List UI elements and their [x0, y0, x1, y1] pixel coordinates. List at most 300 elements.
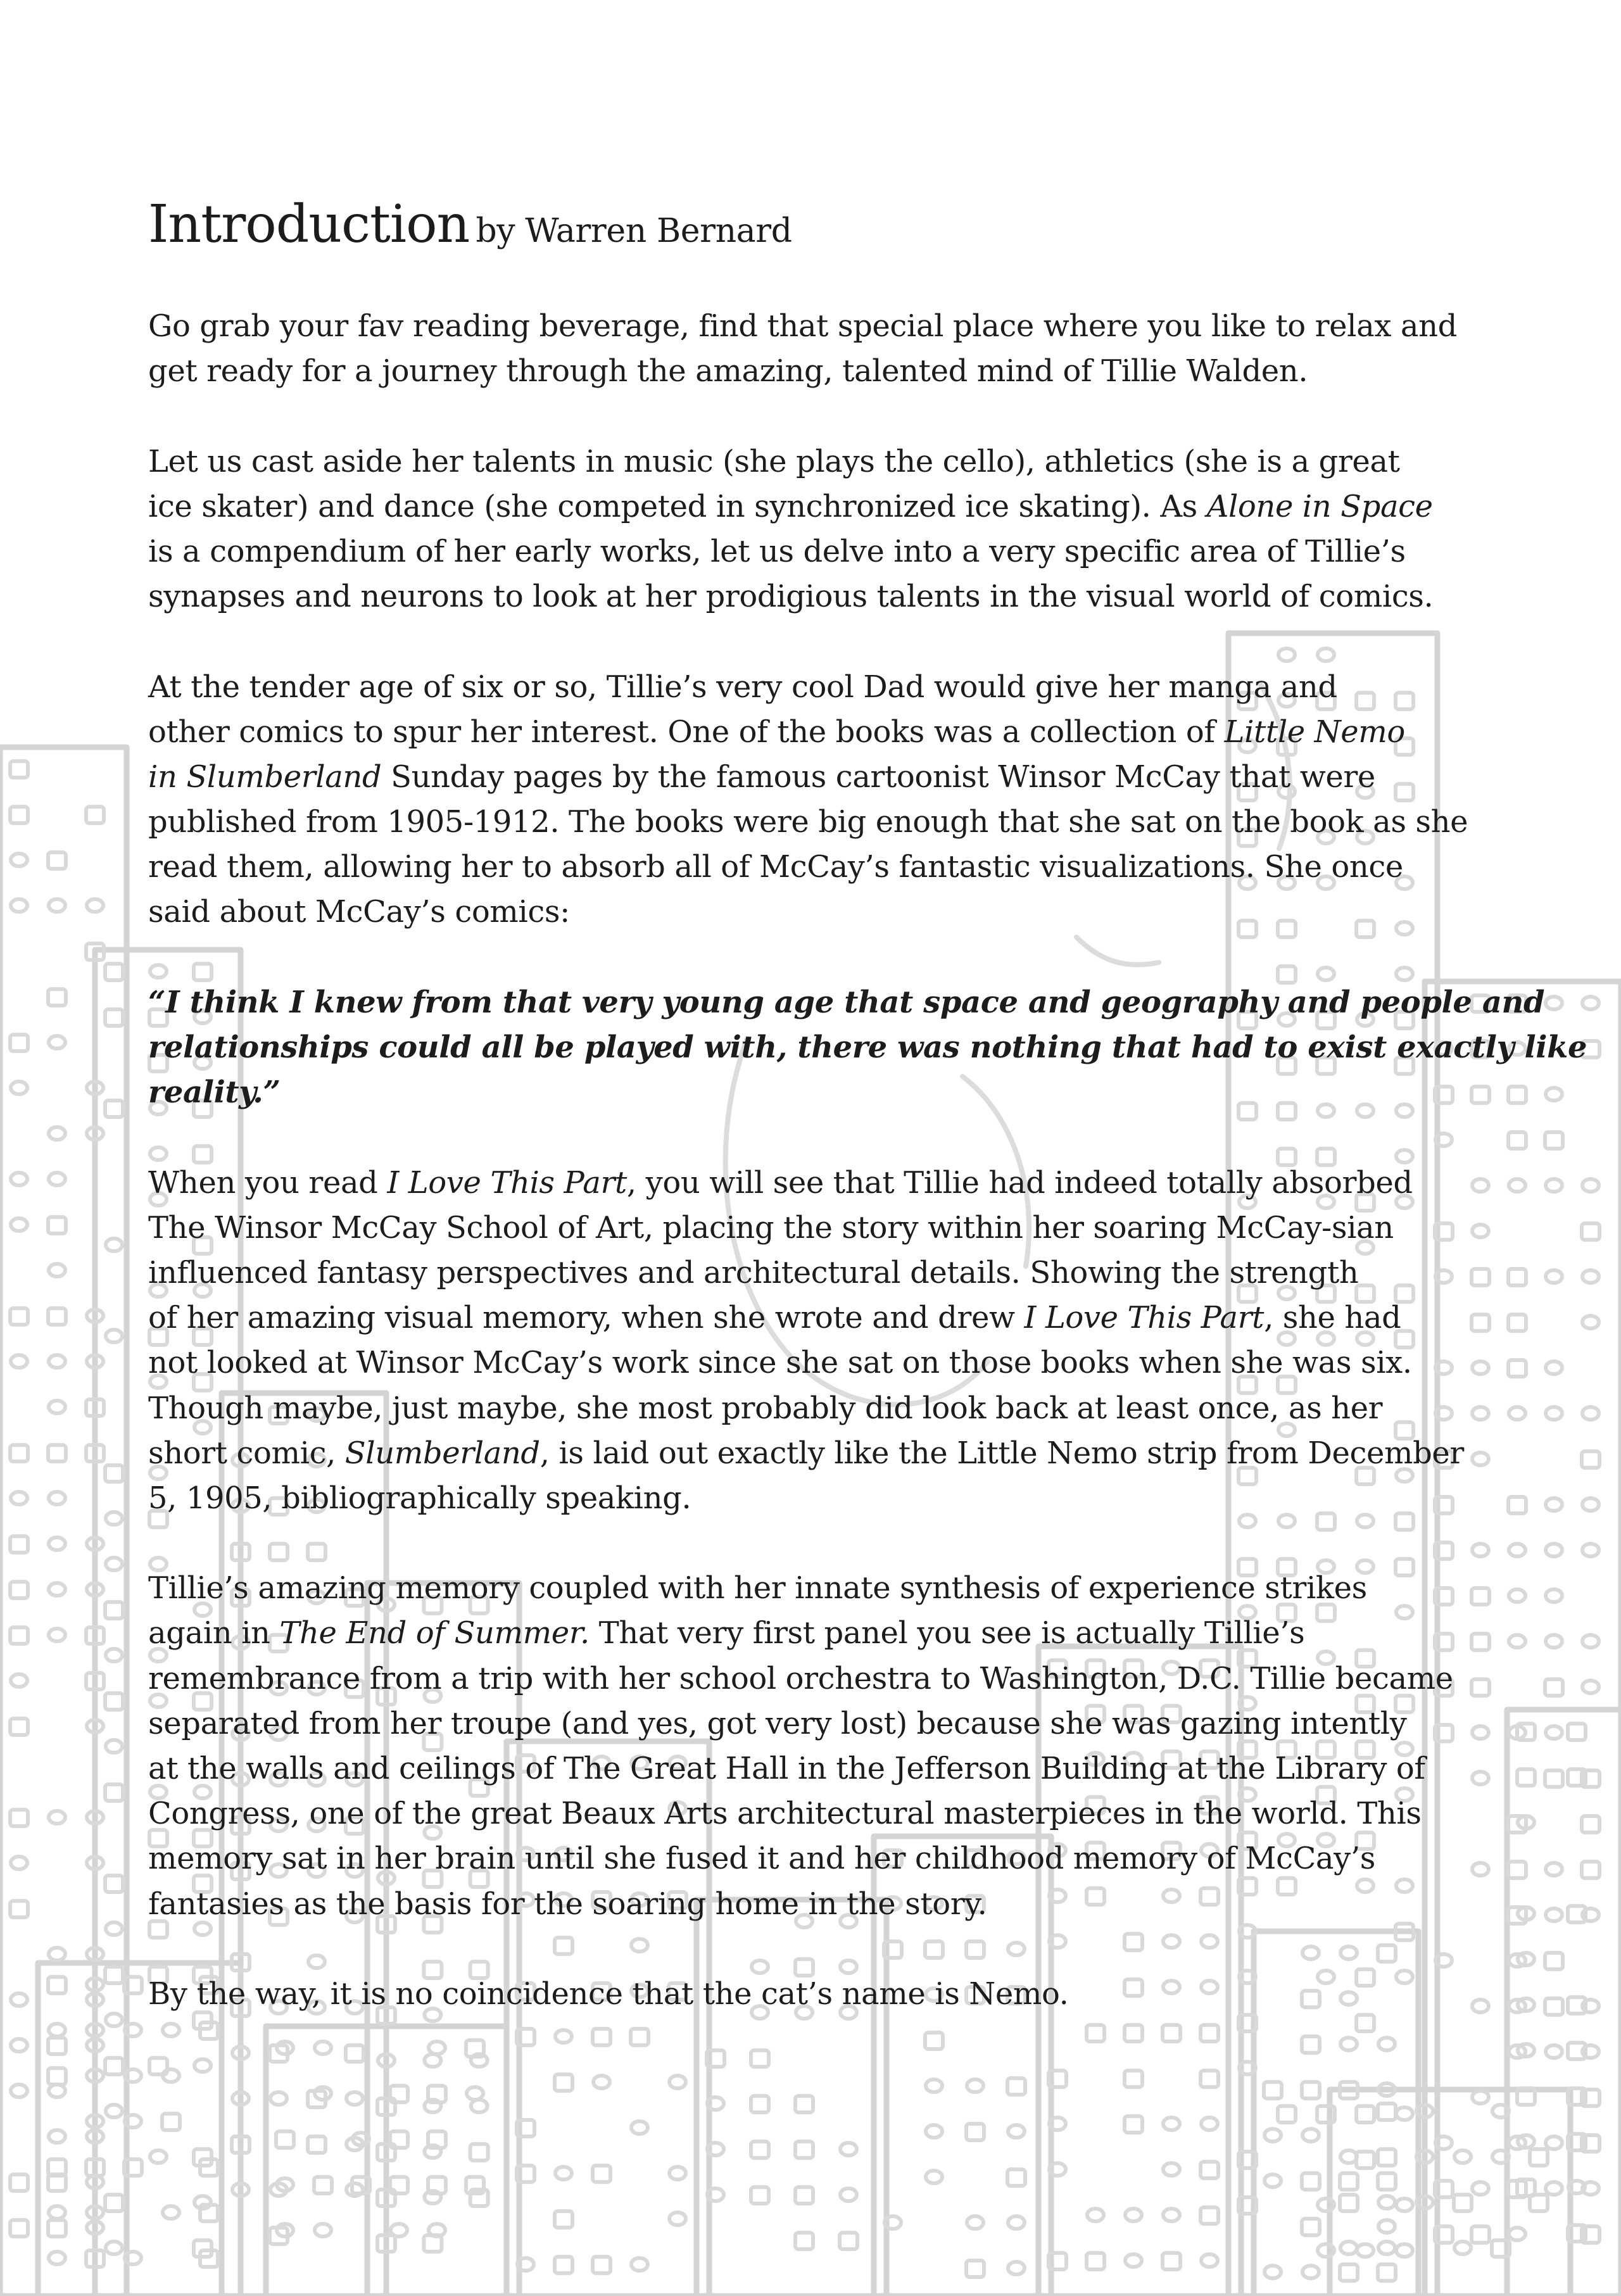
building-window	[162, 2114, 180, 2130]
text-segment: synapses and neurons to look at her prodigious talents in the visual world of comics.	[148, 579, 1434, 615]
building-window	[795, 2096, 813, 2112]
building-window	[1163, 2209, 1180, 2221]
building-window	[105, 964, 123, 980]
building-window	[10, 2220, 28, 2236]
building-window	[1472, 1225, 1489, 1237]
building-window	[1087, 2209, 1104, 2221]
building-window	[10, 1035, 28, 1051]
building-window	[1582, 1681, 1599, 1693]
building-window	[593, 2166, 610, 2182]
building-window	[105, 1009, 123, 1026]
text-segment: , you will see that Tillie had indeed totally absorbed	[626, 1164, 1413, 1201]
building-window	[1472, 1453, 1489, 1465]
building-window	[277, 2224, 293, 2236]
building-window	[10, 1445, 28, 1461]
building-window	[48, 2038, 66, 2054]
building-window	[106, 2014, 122, 2026]
italic-title: in Slumberland	[148, 759, 382, 795]
building-window	[1472, 2091, 1489, 2104]
building-window	[1396, 2107, 1413, 2120]
text-segment: not looked at Winsor McCay’s work since she sat on those books when she was six.	[148, 1345, 1412, 1381]
building-window	[555, 2074, 572, 2091]
building-window	[1508, 1315, 1526, 1331]
page-title: Introduction	[148, 194, 470, 255]
building-window	[1546, 2182, 1562, 2195]
building-window	[1582, 997, 1599, 1009]
building-window	[795, 2141, 813, 2158]
building-window	[467, 2087, 483, 2100]
building-window	[1545, 1679, 1563, 1696]
building-window	[11, 1355, 27, 1368]
building-window	[1201, 2117, 1218, 2130]
building-window	[11, 1173, 27, 1185]
building-window	[49, 1583, 65, 1596]
text-segment: 5, 1905, bibliographically speaking.	[148, 1480, 691, 1516]
building-window	[795, 2187, 813, 2204]
building-window	[1007, 2169, 1025, 2186]
text-segment: remembrance from a trip with her school orchestra to Washington, D.C. Tillie became	[148, 1660, 1453, 1696]
text-line	[148, 980, 1545, 1025]
building-window	[315, 2087, 331, 2100]
building-window	[555, 2257, 572, 2273]
text-line	[148, 1611, 1472, 1656]
italic-title: I Love This Part	[1024, 1300, 1265, 1336]
building-window	[314, 2177, 332, 2193]
building-window	[49, 1811, 65, 1824]
building-window	[10, 1308, 28, 1325]
building-window	[840, 2233, 857, 2249]
building-window	[1378, 2264, 1396, 2281]
author-byline: by Warren Bernard	[476, 212, 792, 250]
italic-title: Slumberland	[344, 1435, 540, 1471]
article-body	[148, 190, 1587, 2062]
text-line	[148, 1836, 1472, 1881]
building-window	[1509, 1544, 1525, 1556]
building-window	[967, 2216, 983, 2229]
building-window	[1265, 2174, 1281, 2187]
building-window	[105, 1602, 123, 1618]
text-segment: again in	[148, 1615, 280, 1651]
building-window	[1568, 1724, 1586, 1740]
text-line	[148, 1070, 1472, 1115]
building-window	[1582, 1451, 1599, 1468]
building-window	[1509, 1179, 1525, 1192]
building-window	[1378, 2242, 1395, 2254]
text-line	[148, 1340, 1472, 1385]
building-window	[105, 1876, 123, 1892]
building-window	[106, 2105, 122, 2117]
paragraph	[148, 439, 1472, 620]
text-segment: get ready for a journey through the amazing, talented mind of Tillie Walden.	[148, 353, 1308, 389]
building-window	[1278, 2106, 1296, 2123]
building-window	[49, 1355, 65, 1368]
text-segment: at the walls and ceilings of The Great Hall in the Jefferson Building at the Library of	[148, 1751, 1425, 1786]
text-segment: By the way, it is no coincidence that the cat’s name is Nemo.	[148, 1976, 1069, 2012]
text-line	[148, 1882, 1472, 1927]
text-segment: At the tender age of six or so, Tillie’s very cool Dad would give her manga and	[148, 669, 1337, 705]
building-window	[106, 1922, 122, 1935]
building-window	[1582, 1498, 1599, 1511]
pull-quote	[148, 980, 1587, 1116]
building-window	[1163, 2253, 1180, 2269]
building-window	[1265, 2129, 1281, 2141]
building-window	[926, 2079, 942, 2092]
building-window	[1472, 1407, 1489, 1420]
building-window	[1545, 1998, 1563, 2015]
building-window	[1546, 1544, 1562, 1556]
building-window	[840, 2143, 857, 2155]
building-window	[555, 2167, 572, 2179]
building-window	[1582, 1270, 1599, 1283]
building-window	[11, 1674, 27, 1687]
building-window	[1546, 2136, 1562, 2149]
building-window	[593, 2257, 610, 2273]
building-window	[669, 2212, 686, 2225]
building-window	[49, 1127, 65, 1140]
building-window	[10, 1536, 28, 1553]
text-line	[148, 1386, 1472, 1431]
building-window	[48, 2068, 66, 2085]
building-window	[150, 2150, 167, 2163]
building-window	[49, 2024, 65, 2036]
text-line	[148, 1025, 1587, 1070]
building-window	[1264, 2082, 1282, 2098]
building-window	[1302, 2082, 1320, 2098]
text-segment: said about McCay’s comics:	[148, 894, 570, 930]
building-window	[751, 2096, 769, 2112]
building-window	[1356, 2106, 1374, 2123]
building-window	[49, 2130, 65, 2143]
building-window	[1265, 2266, 1281, 2278]
building-window	[1378, 2173, 1396, 2190]
building-window	[966, 2261, 984, 2277]
building-window	[429, 2224, 445, 2236]
building-window	[1546, 1589, 1562, 1602]
building-window	[1472, 2226, 1489, 2243]
building-window	[1508, 1360, 1526, 1377]
building-window	[926, 2171, 942, 2183]
text-line	[148, 1206, 1472, 1251]
building-window	[86, 807, 104, 823]
building-window	[1340, 2195, 1358, 2211]
building-window	[1509, 1589, 1525, 1602]
text-segment: Sunday pages by the famous cartoonist Winsor McCay that were	[381, 759, 1375, 795]
building-window	[10, 1810, 28, 1826]
text-segment: memory sat in her brain until she fused it and her childhood memory of McCay’s	[148, 1841, 1375, 1877]
building-window	[49, 1537, 65, 1550]
text-segment: The Winsor McCay School of Art, placing the story within her soaring McCay-sian	[148, 1209, 1394, 1246]
building-window	[270, 2092, 287, 2105]
building-window	[1546, 1863, 1562, 1876]
building-window	[11, 1492, 27, 1504]
building-window	[346, 2092, 363, 2105]
building-window	[11, 1082, 27, 1094]
building-window	[1472, 1315, 1489, 1331]
text-line	[148, 1161, 1472, 1206]
building-window	[840, 2188, 857, 2201]
building-window	[49, 1264, 65, 1277]
text-segment: fantasies as the basis for the soaring home in the story.	[148, 1886, 987, 1922]
building-window	[1340, 2264, 1358, 2281]
building-window	[1508, 1132, 1526, 1149]
building-window	[1396, 2244, 1413, 2257]
building-window	[1454, 2150, 1471, 2163]
building-window	[1472, 1361, 1489, 1374]
building-window	[1008, 2262, 1025, 2274]
building-window	[1125, 2254, 1142, 2267]
building-window	[1201, 2071, 1218, 2087]
text-line	[148, 1476, 1472, 1521]
building-window	[751, 2187, 769, 2204]
building-window	[10, 807, 28, 823]
text-line	[148, 1431, 1472, 1476]
building-window	[1472, 1179, 1489, 1192]
building-window	[105, 1784, 123, 1801]
building-window	[105, 1465, 123, 1482]
building-window	[1356, 2152, 1374, 2168]
building-window	[1454, 2195, 1472, 2211]
building-window	[1087, 2253, 1104, 2269]
building-window	[1008, 2125, 1025, 2138]
text-segment: , is laid out exactly like the Little Nemo strip from December	[539, 1435, 1464, 1471]
building-window	[1302, 2129, 1319, 2141]
building-window	[1472, 1863, 1489, 1876]
paragraph	[148, 1972, 1472, 2017]
building-window	[1340, 2242, 1357, 2254]
building-window	[1472, 1588, 1489, 1605]
building-window	[1201, 2254, 1218, 2267]
building-window	[1007, 2078, 1025, 2095]
italic-title: Little Nemo	[1224, 714, 1405, 750]
building-window	[48, 2220, 66, 2236]
building-window	[631, 2121, 648, 2134]
building-window	[1163, 2163, 1180, 2176]
building-window	[105, 2195, 123, 2211]
text-segment: That very first panel you see is actually Tillie’s	[589, 1615, 1305, 1651]
building-window	[1546, 2045, 1562, 2058]
building-window	[49, 1492, 65, 1504]
building-window	[11, 1857, 27, 1869]
building-window	[1008, 2216, 1025, 2229]
building-window	[106, 1512, 122, 1525]
building-window	[105, 1101, 123, 1117]
building-window	[1546, 1498, 1562, 1511]
text-line	[148, 349, 1472, 394]
building-window	[105, 2058, 123, 2074]
building-window	[49, 1173, 65, 1185]
building-window	[1201, 2207, 1218, 2224]
building-window	[795, 2233, 813, 2249]
building-window	[1302, 2266, 1319, 2278]
building-window	[593, 2076, 610, 2088]
building-window	[48, 852, 66, 869]
text-line	[148, 1656, 1472, 1701]
text-line	[148, 1701, 1472, 1746]
building-window	[1509, 1407, 1525, 1420]
text-segment: Congress, one of the great Beaux Arts architectural masterpieces in the world. This	[148, 1796, 1422, 1832]
building-window	[1472, 2182, 1489, 2195]
building-window	[669, 2076, 686, 2088]
paragraph-list	[148, 304, 1587, 2017]
text-segment: , she had	[1264, 1300, 1401, 1336]
building-window	[163, 2206, 179, 2219]
building-window	[1508, 1497, 1526, 1513]
italic-title: Alone in Space	[1206, 488, 1433, 524]
building-window	[1546, 997, 1562, 1009]
building-window	[1472, 1087, 1489, 1103]
building-window	[10, 1627, 28, 1644]
building-window	[1472, 1544, 1489, 1556]
building-window	[48, 989, 66, 1006]
text-segment: ice skater) and dance (she competed in synchronized ice skating). As	[148, 488, 1207, 524]
building-window	[1472, 1679, 1489, 1696]
text-segment: influenced fantasy perspectives and architectural details. Showing the strength	[148, 1254, 1359, 1290]
page-heading	[148, 190, 1472, 260]
text-line	[148, 1746, 1472, 1791]
building-window	[1546, 1179, 1562, 1192]
text-line	[148, 304, 1472, 349]
building-window	[48, 1977, 66, 1993]
building-window	[1546, 1908, 1562, 1921]
building-window	[555, 2211, 572, 2228]
building-window	[391, 2224, 407, 2236]
building-window	[1454, 2242, 1471, 2254]
building-window	[1508, 1269, 1526, 1285]
text-line	[148, 484, 1472, 529]
paragraph	[148, 1161, 1472, 1522]
building-window	[1582, 1407, 1599, 1420]
text-line	[148, 529, 1472, 574]
building-window	[105, 1693, 123, 1710]
paragraph	[148, 665, 1472, 935]
italic-title: I Love This Part	[387, 1164, 627, 1201]
building-window	[1582, 1223, 1599, 1240]
building-window	[1472, 1726, 1489, 1739]
building-window	[1357, 2244, 1373, 2257]
building-window	[49, 1401, 65, 1413]
building-window	[1546, 1270, 1562, 1283]
text-segment: short comic,	[148, 1435, 345, 1471]
text-segment: Let us cast aside her talents in music (she plays the cello), athletics (she is a great	[148, 443, 1400, 479]
building-window	[11, 899, 27, 912]
building-window	[1517, 1769, 1535, 1786]
text-segment: Though maybe, just maybe, she most probably did look back at least once, as her	[148, 1390, 1383, 1426]
building-window	[751, 2141, 769, 2158]
building-window	[48, 1217, 66, 1233]
building-window	[106, 1558, 122, 1570]
building-window	[11, 1993, 27, 2006]
building-window	[106, 1649, 122, 1662]
building-window	[1545, 1953, 1563, 1969]
text-line	[148, 439, 1472, 484]
text-line	[148, 1566, 1472, 1611]
text-segment: read them, allowing her to absorb all of McCay’s fantastic visualizations. She once	[148, 849, 1403, 885]
building-window	[49, 899, 65, 912]
building-window	[1546, 1088, 1562, 1101]
building-window	[87, 899, 103, 912]
building-window	[1125, 2116, 1142, 2133]
building-window	[1378, 2149, 1396, 2166]
building-window	[49, 2206, 65, 2219]
text-segment: reality.”	[148, 1075, 281, 1111]
building-window	[11, 2039, 27, 2052]
building-window	[1582, 1316, 1599, 1328]
building-window	[48, 1308, 66, 1325]
text-segment: other comics to spur her interest. One of the books was a collection of	[148, 714, 1225, 750]
text-segment: of her amazing visual memory, when she wrote and drew	[148, 1300, 1025, 1336]
building-window	[1340, 2173, 1358, 2190]
building-window	[10, 2174, 28, 2191]
building-window	[471, 2100, 488, 2112]
building-window	[315, 2224, 331, 2236]
building-window	[1546, 1407, 1562, 1420]
building-window	[1472, 1772, 1489, 1784]
text-segment: relationships could all be played with, there was nothing that had to exist exactly like	[148, 1030, 1587, 1065]
building-window	[1582, 1635, 1599, 1648]
building-window	[276, 2131, 294, 2148]
building-window	[1472, 2000, 1489, 2012]
building-window	[1201, 2162, 1218, 2178]
building-window	[1530, 2149, 1548, 2166]
building-window	[1472, 1269, 1489, 1285]
building-window	[1545, 1770, 1563, 1787]
building-window	[1582, 1544, 1599, 1556]
text-line	[148, 665, 1472, 710]
paragraph	[148, 1566, 1472, 1927]
building-window	[11, 1218, 27, 1231]
building-window	[106, 1330, 122, 1342]
text-segment: When you read	[148, 1164, 388, 1201]
text-line	[148, 800, 1472, 845]
building-window	[1125, 2209, 1142, 2221]
text-segment: Go grab your fav reading beverage, find that special place where you like to relax and	[148, 308, 1457, 344]
building-window	[49, 1629, 65, 1641]
text-line	[148, 574, 1472, 619]
building-window	[1545, 1132, 1563, 1149]
building-window	[1546, 1726, 1562, 1739]
text-line	[148, 1791, 1472, 1836]
building-window	[1378, 2220, 1395, 2233]
text-segment: published from 1905-1912. The books were big enough that she sat on the book as she	[148, 804, 1468, 840]
text-segment: is a compendium of her early works, let us delve into a very specific area of Tillie’s	[148, 533, 1406, 569]
building-window	[105, 1967, 123, 1983]
italic-title: The End of Summer.	[279, 1615, 590, 1651]
text-line	[148, 710, 1472, 755]
building-window	[669, 2167, 686, 2179]
building-window	[1163, 2117, 1180, 2130]
building-window	[1378, 2104, 1396, 2120]
building-window	[966, 2124, 984, 2140]
text-line	[148, 1972, 1472, 2017]
building-window	[967, 2079, 983, 2092]
building-window	[1509, 2228, 1525, 2240]
building-window	[926, 2125, 942, 2138]
building-window	[10, 1582, 28, 1598]
building-window	[1302, 2219, 1320, 2235]
building-window	[1472, 1634, 1489, 1650]
building-window	[10, 761, 28, 778]
building-window	[1508, 1862, 1526, 1878]
text-segment: Tillie’s amazing memory coupled with her innate synthesis of experience strikes	[148, 1570, 1367, 1606]
building-window	[49, 1036, 65, 1049]
building-window	[1378, 2196, 1395, 2209]
building-window	[48, 1445, 66, 1461]
text-line	[148, 845, 1472, 890]
building-window	[49, 2252, 65, 2264]
building-window	[11, 854, 27, 866]
building-window	[11, 2085, 27, 2097]
building-window	[1396, 2198, 1413, 2211]
